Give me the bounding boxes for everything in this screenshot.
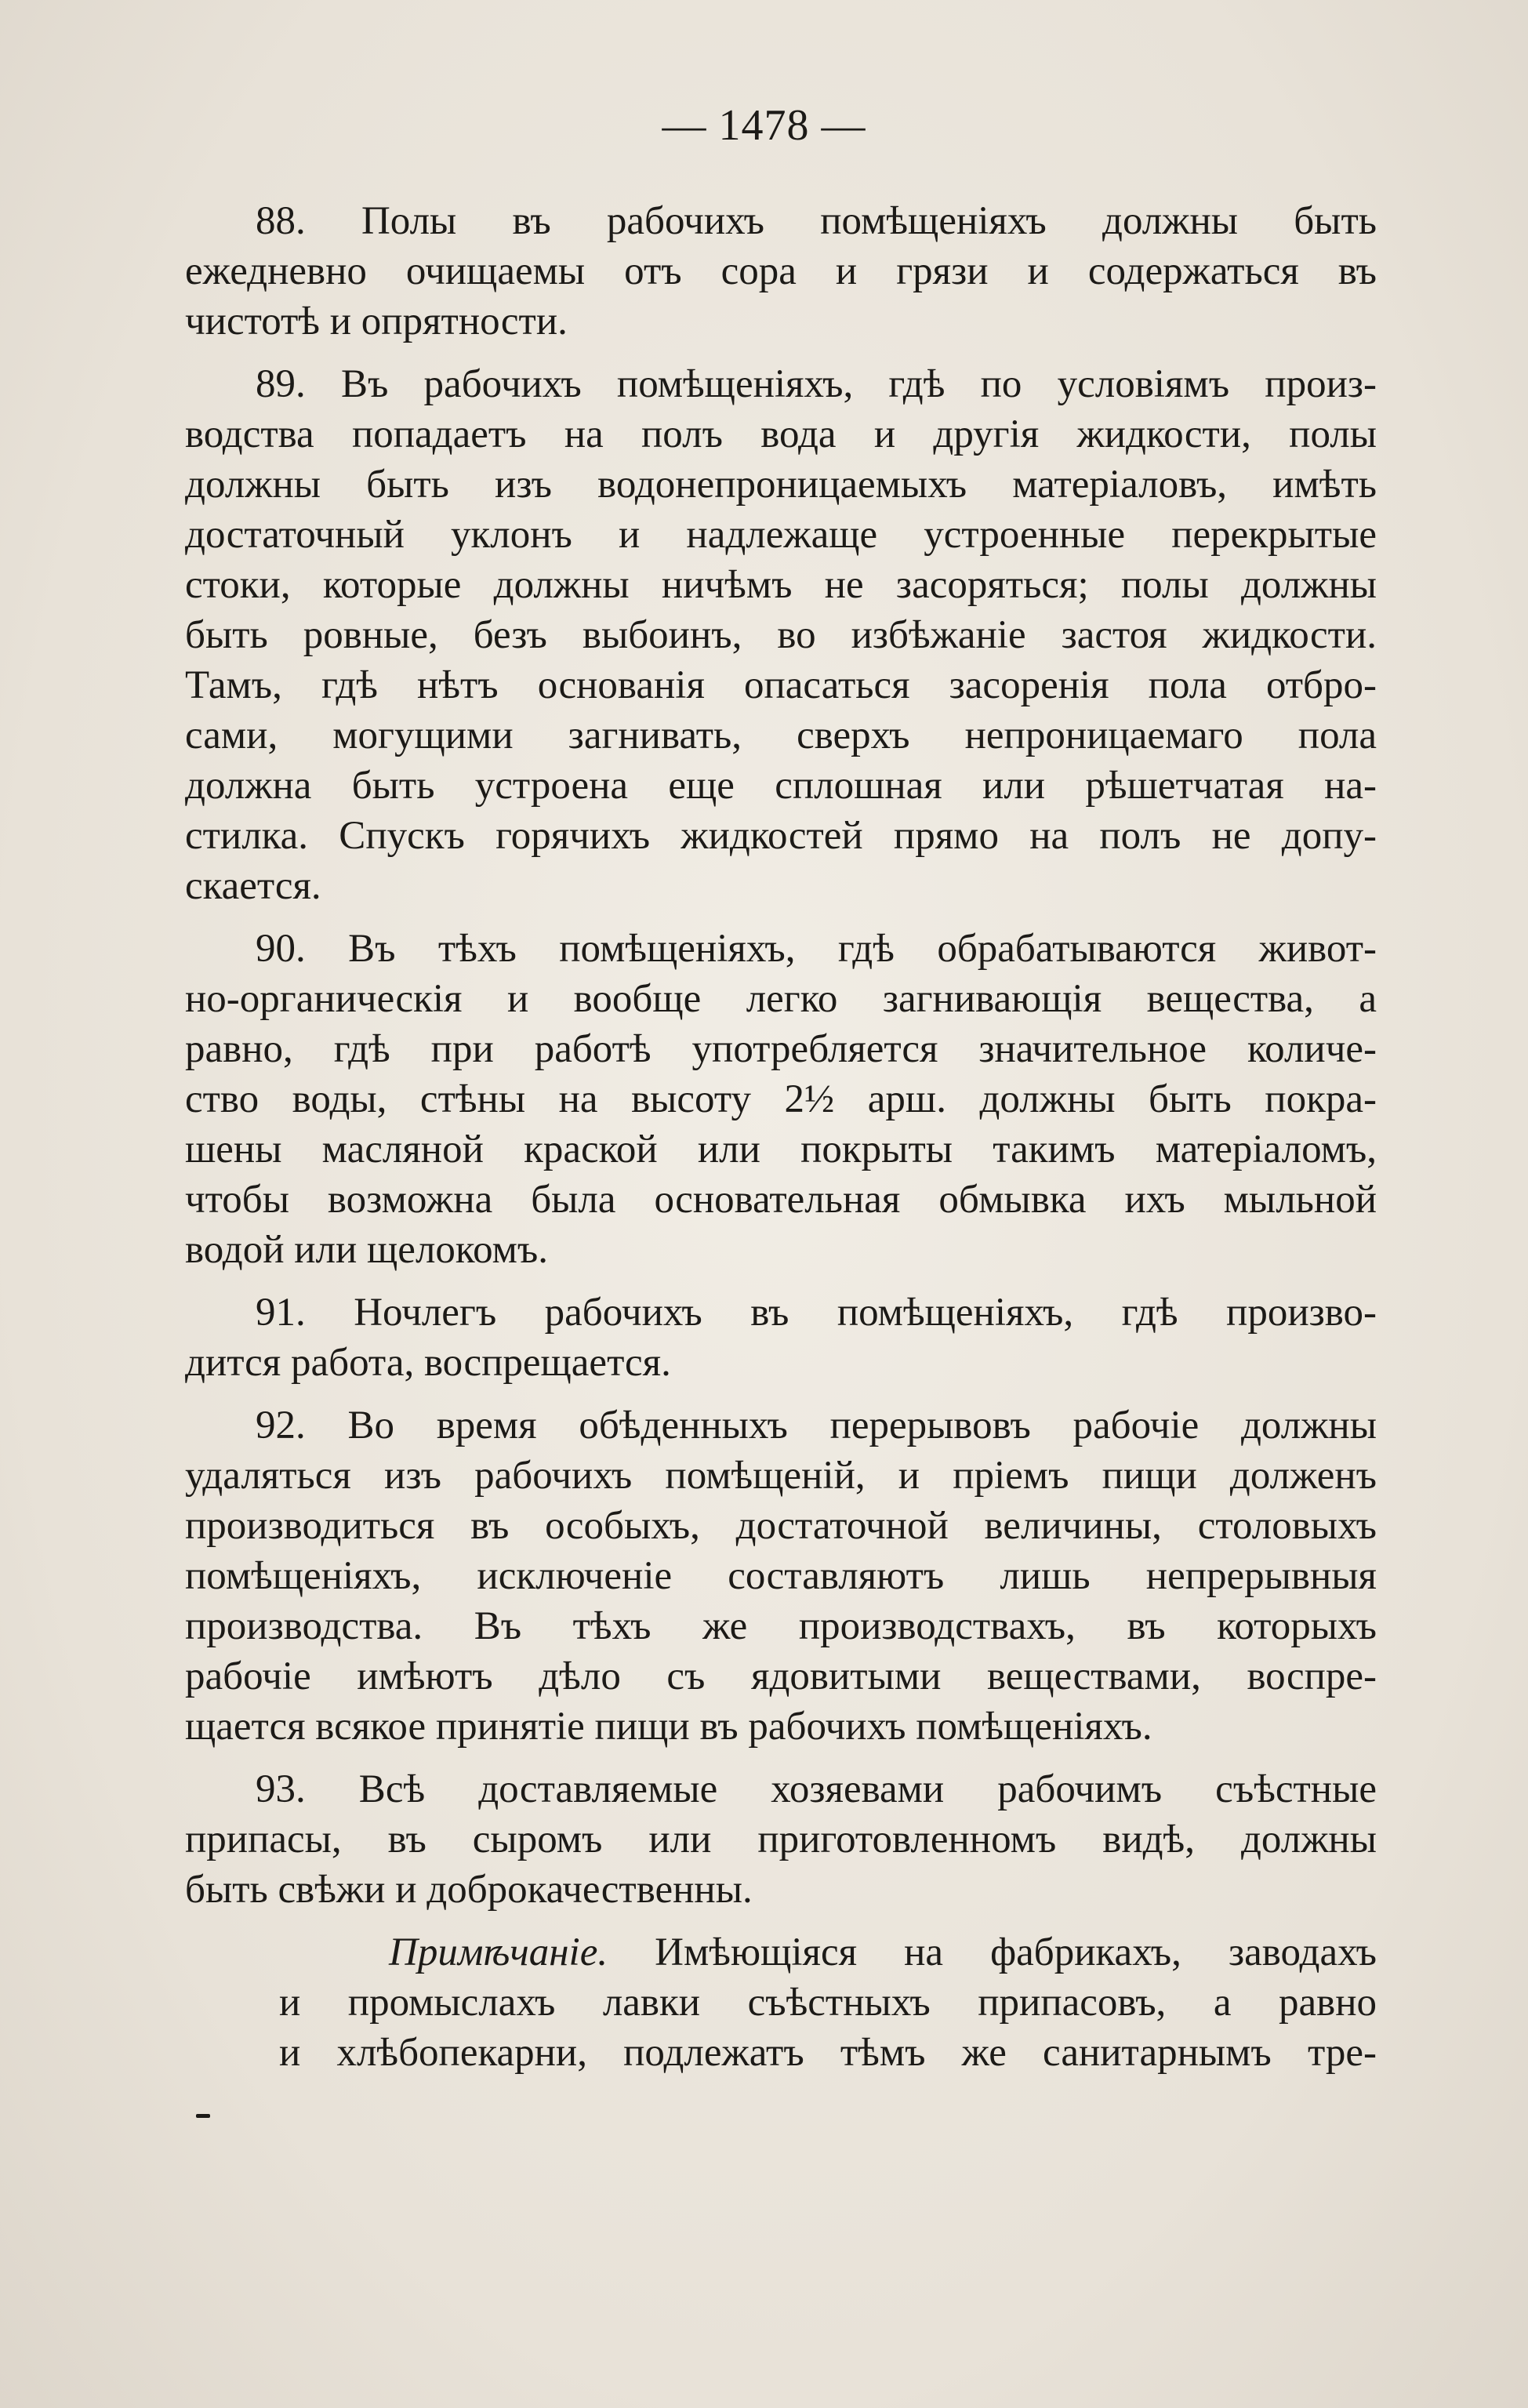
text-line: и хлѣбопекарни, подлежатъ тѣмъ же санитарнымъ тре-: [279, 2031, 1377, 2075]
text-line: 90. Въ тѣхъ помѣщеніяхъ, гдѣ обрабатываются живот-: [256, 927, 1377, 971]
text-line: водства попадаетъ на полъ вода и другія жидкости, полы: [185, 412, 1377, 456]
paragraph-92: [185, 1400, 1377, 1752]
text-line: производиться въ особыхъ, достаточной величины, столовыхъ: [185, 1504, 1377, 1548]
text-line: рабочіе имѣютъ дѣло съ ядовитыми веществами, воспре-: [185, 1654, 1377, 1698]
text-line: дится работа, воспрещается.: [185, 1341, 671, 1385]
text-line: равно, гдѣ при работѣ употребляется значительное количе-: [185, 1027, 1377, 1071]
paragraph-88: [185, 196, 1377, 347]
page-number: — 1478 —: [662, 101, 866, 150]
text-line: удаляться изъ рабочихъ помѣщеній, и пріемъ пищи долженъ: [185, 1454, 1377, 1498]
print-mark: [196, 2114, 210, 2118]
text-line: ство воды, стѣны на высоту 2½ арш. должны быть покра-: [185, 1077, 1377, 1121]
text-line: и промыслахъ лавки съѣстныхъ припасовъ, а равно: [279, 1981, 1377, 2025]
text-line: щается всякое принятіе пищи въ рабочихъ помѣщеніяхъ.: [185, 1705, 1152, 1749]
note-first-line: [185, 1927, 1377, 1978]
text-line: Тамъ, гдѣ нѣтъ основанія опасаться засоренія пола отбро-: [185, 663, 1377, 707]
text-line: быть свѣжи и доброкачественны.: [185, 1868, 753, 1912]
paragraph-93: [185, 1764, 1377, 1915]
text-line: 93. Всѣ доставляемые хозяевами рабочимъ съѣстные: [256, 1767, 1377, 1811]
text-line: должны быть изъ водонепроницаемыхъ матеріаловъ, имѣть: [185, 463, 1377, 507]
text-line: производства. Въ тѣхъ же производствахъ, въ которыхъ: [185, 1604, 1377, 1648]
text-line: 91. Ночлегъ рабочихъ въ помѣщеніяхъ, гдѣ произво-: [256, 1291, 1377, 1335]
text-line: быть ровные, безъ выбоинъ, во избѣжаніе застоя жидкости.: [185, 613, 1377, 657]
paragraph-91: [185, 1288, 1377, 1388]
text-line: сами, могущими загнивать, сверхъ непроницаемаго пола: [185, 714, 1377, 757]
text-line: скается.: [185, 864, 321, 908]
text-line: достаточный уклонъ и надлежаще устроенные перекрытые: [185, 513, 1377, 557]
text-line: стоки, которые должны ничѣмъ не засоряться; полы должны: [185, 563, 1377, 607]
text-line: ежедневно очищаемы отъ сора и грязи и содержаться въ: [185, 249, 1377, 293]
note-paragraph: [185, 1927, 1377, 2078]
text-line: шены масляной краской или покрыты такимъ матеріаломъ,: [185, 1128, 1377, 1171]
note-first-line-text: Имѣющіяся на фабрикахъ, заводахъ: [655, 1930, 1377, 1974]
text-line: водой или щелокомъ.: [185, 1228, 549, 1272]
text-line: припасы, въ сыромъ или приготовленномъ видѣ, должны: [185, 1818, 1377, 1861]
text-line: должна быть устроена еще сплошная или рѣшетчатая на-: [185, 764, 1377, 808]
text-body: [185, 196, 1377, 2090]
text-line: 88. Полы въ рабочихъ помѣщеніяхъ должны быть: [256, 199, 1377, 243]
text-line: чтобы возможна была основательная обмывка ихъ мыльной: [185, 1178, 1377, 1222]
text-line: чистотѣ и опрятности.: [185, 300, 568, 343]
paragraph-89: [185, 359, 1377, 911]
text-line: стилка. Спускъ горячихъ жидкостей прямо на полъ не допу-: [185, 814, 1377, 858]
note-label: Примѣчаніе.: [389, 1930, 608, 1974]
text-line: но-органическія и вообще легко загнивающія вещества, а: [185, 977, 1377, 1021]
paragraph-90: [185, 924, 1377, 1275]
text-line: помѣщеніяхъ, исключеніе составляютъ лишь непрерывныя: [185, 1554, 1377, 1598]
text-line: 89. Въ рабочихъ помѣщеніяхъ, гдѣ по условіямъ произ-: [256, 362, 1377, 406]
text-line: 92. Во время обѣденныхъ перерывовъ рабочіе должны: [256, 1404, 1377, 1447]
